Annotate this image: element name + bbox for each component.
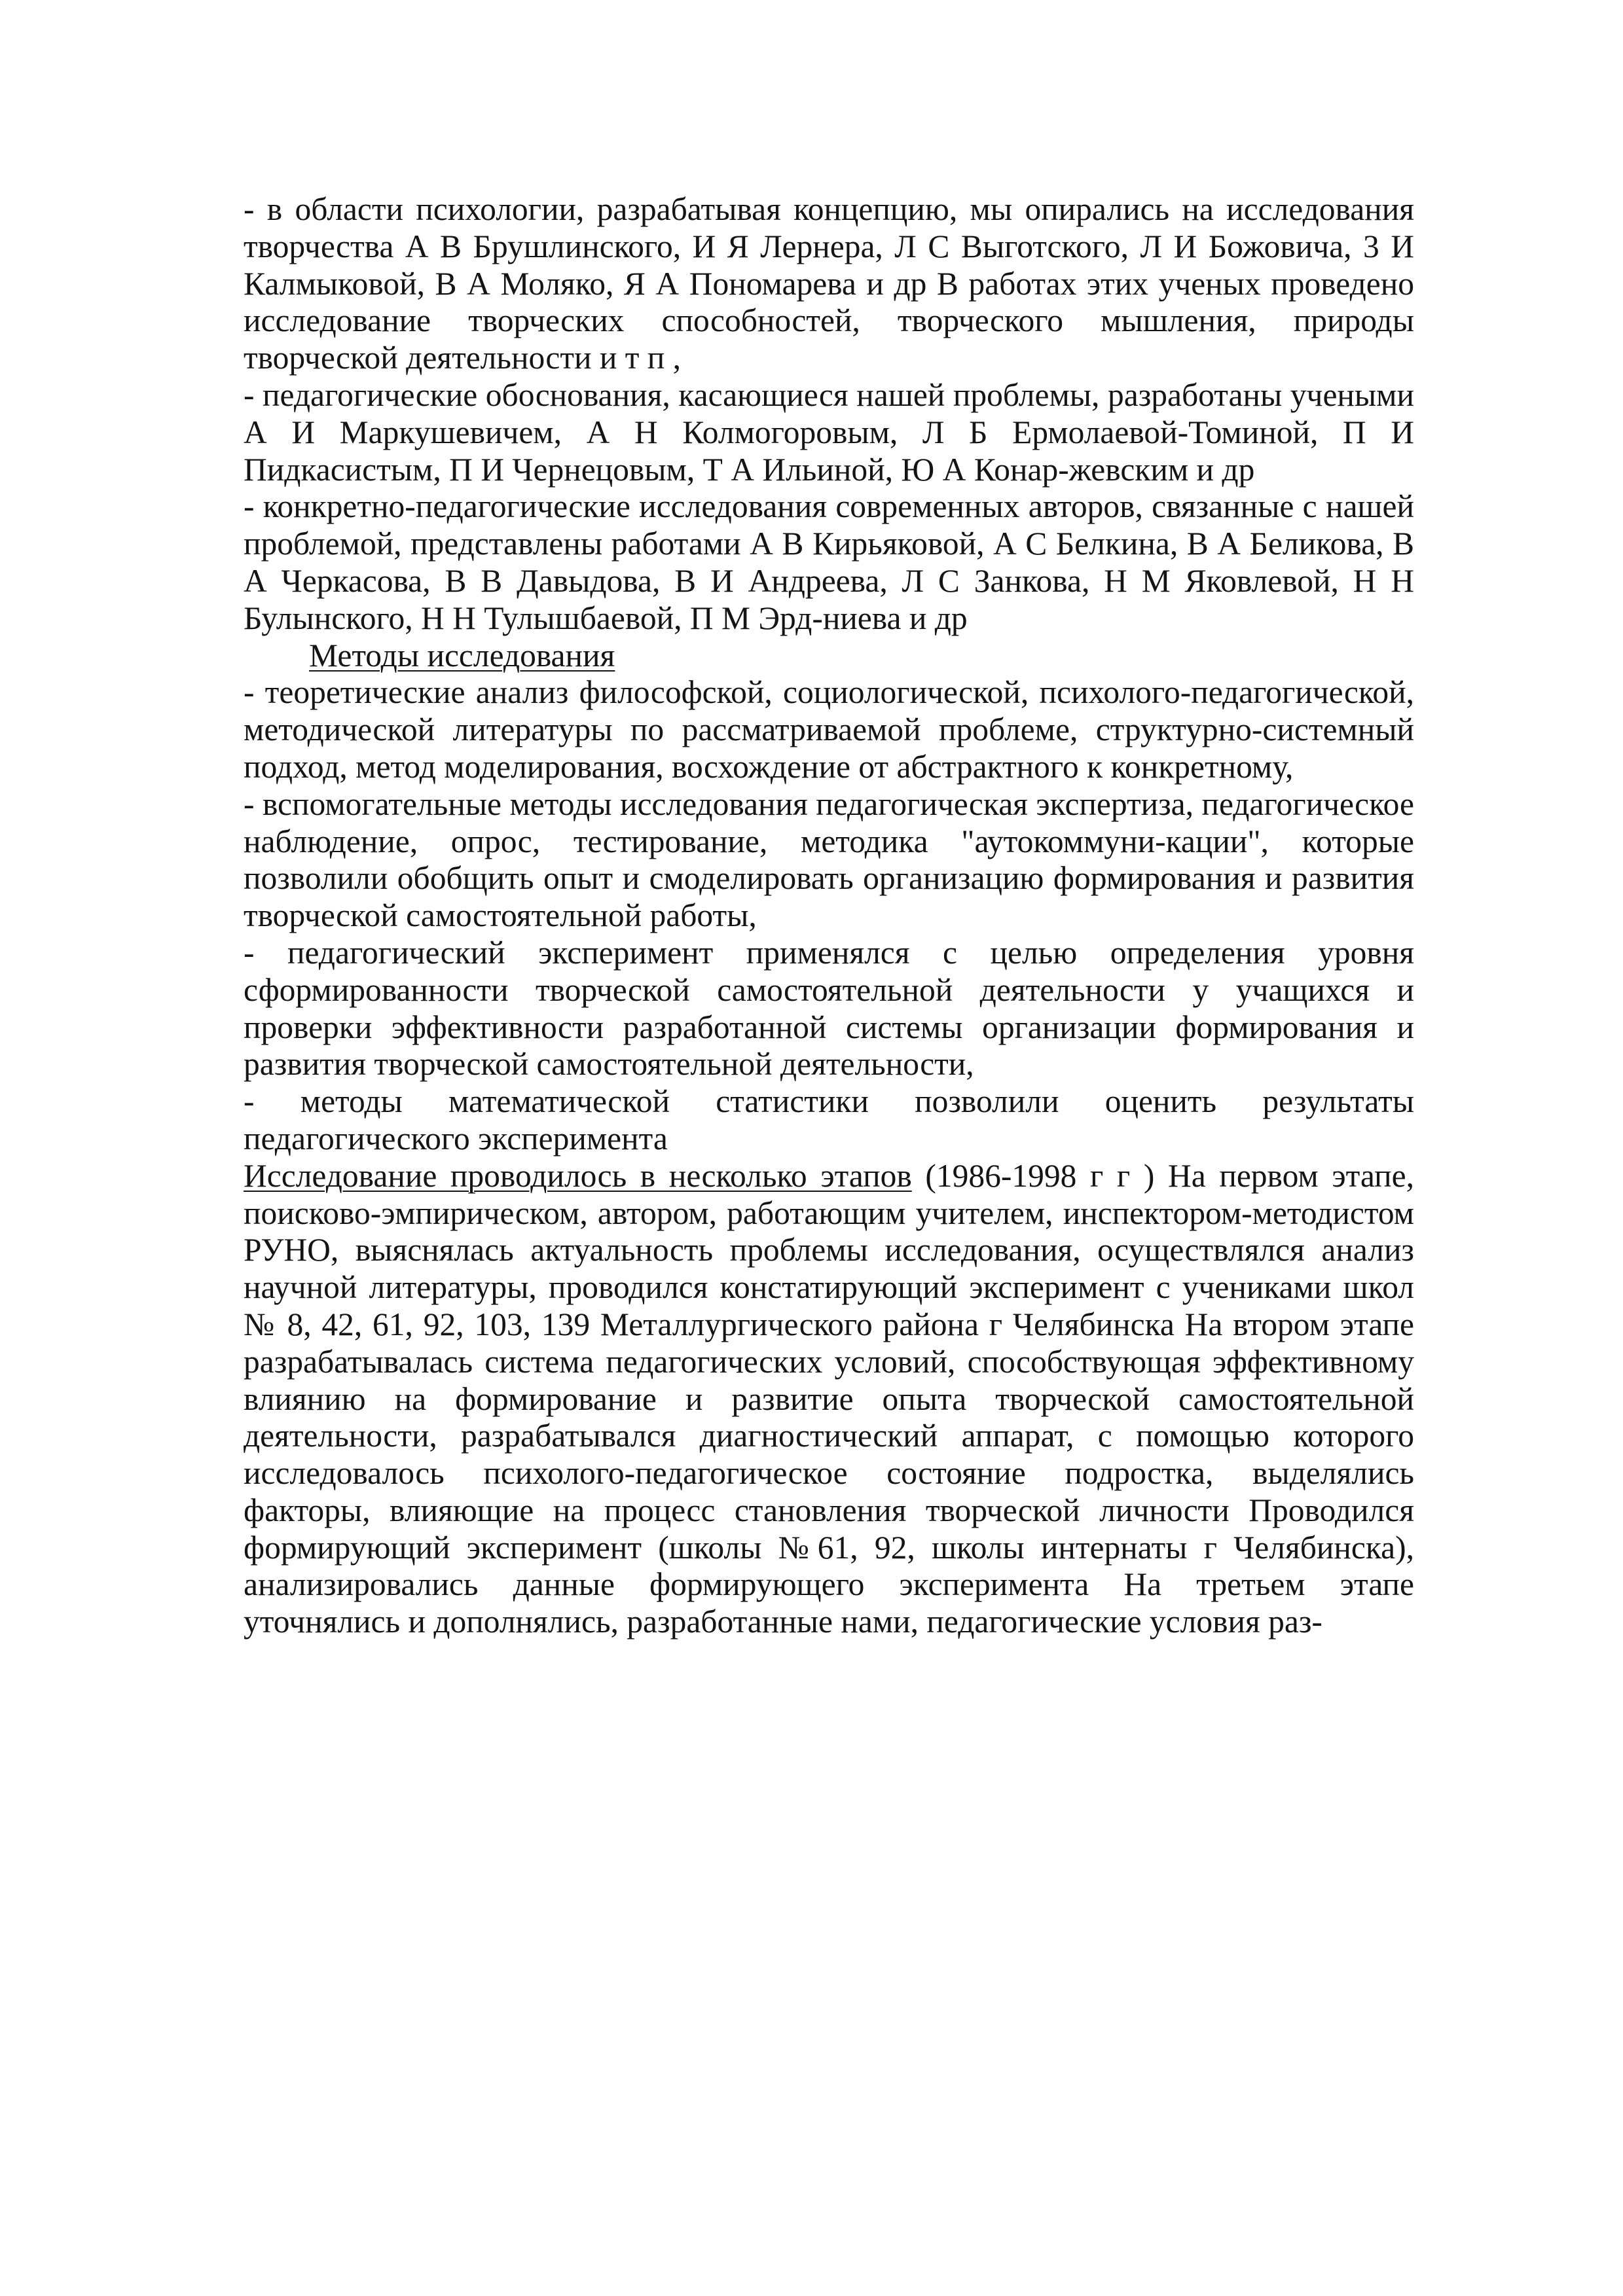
statistics-method-paragraph: - методы математической статистики позволили оценить результаты педагогического эксперимента xyxy=(244,1083,1414,1157)
research-stages-text: (1986-1998 г г ) На первом этапе, поисково-эмпирическом, автором, работающим учителем, инспектором-методистом РУНО, выяснялась актуальность проблемы исследования, осуществлялся анализ научной литературы, проводился констатирующий эксперимент с учениками школ № 8, 42, 61, 92, 103, 139 Металлургического района г Челябинска На втором этапе разрабатывалась система педагогических условий, способствующая эффективному влиянию на формирование и развитие опыта творческой самостоятельной деятельности, разрабатывался диагностический аппарат, с помощью которого исследовалось психолого-педагогическое состояние подростка, выделялись факторы, влияющие на процесс становления творческой личности Проводился формирующий эксперимент (школы №61, 92, школы интернаты г Челябинска), анализировались данные формирующего эксперимента На третьем этапе уточнялись и дополнялись, разработанные нами, педагогические условия раз- xyxy=(244,1157,1414,1640)
methods-heading-text: Методы исследования xyxy=(309,637,615,673)
psychology-foundation-paragraph: - в области психологии, разрабатывая концепцию, мы опирались на исследования творчества А В Брушлинского, И Я Лернера, Л С Выготского, Л И Божовича, 3 И Калмыковой, В А Моляко, Я А Пономарева и др В работах этих ученых проведено исследование творческих способностей, творческого мышления, природы творческой деятельности и т п , xyxy=(244,191,1414,376)
auxiliary-methods-paragraph: - вспомогательные методы исследования педагогическая экспертиза, педагогическое наблюдение, опрос, тестирование, методика "аутокоммуни-кации", которые позволили обобщить опыт и смоделировать организацию формирования и развития творческой самостоятельной работы, xyxy=(244,785,1414,934)
pedagogical-foundation-paragraph: - педагогические обоснования, касающиеся нашей проблемы, разработаны учеными А И Маркушевичем, А Н Колмогоровым, Л Б Ермолаевой-Томиной, П И Пидкасистым, П И Чернецовым, Т А Ильиной, Ю А Конар-жевским и др xyxy=(244,376,1414,488)
research-stages-paragraph xyxy=(244,1158,1414,1641)
specific-pedagogical-research-paragraph: - конкретно-педагогические исследования современных авторов, связанные с нашей проблемой, представлены работами А В Кирьяковой, А С Белкина, В А Беликова, В А Черкасова, В В Давыдова, В И Андреева, Л С Занкова, Н М Яковлевой, Н Н Булынского, Н Н Тулышбаевой, П М Эрд-ниева и др xyxy=(244,488,1414,636)
experiment-method-paragraph: - педагогический эксперимент применялся с целью определения уровня сформированности творческой самостоятельной деятельности у учащихся и проверки эффективности разработанной системы организации формирования и развития творческой самостоятельной деятельности, xyxy=(244,934,1414,1083)
methods-heading xyxy=(244,637,1414,675)
research-stages-lead: Исследование проводилось в несколько этапов xyxy=(244,1157,912,1194)
theoretical-methods-paragraph: - теоретические анализ философской, социологической, психолого-педагогической, методической литературы по рассматриваемой проблеме, структурно-системный подход, метод моделирования, восхождение от абстрактного к конкретному, xyxy=(244,674,1414,785)
document-page xyxy=(244,191,1414,1641)
